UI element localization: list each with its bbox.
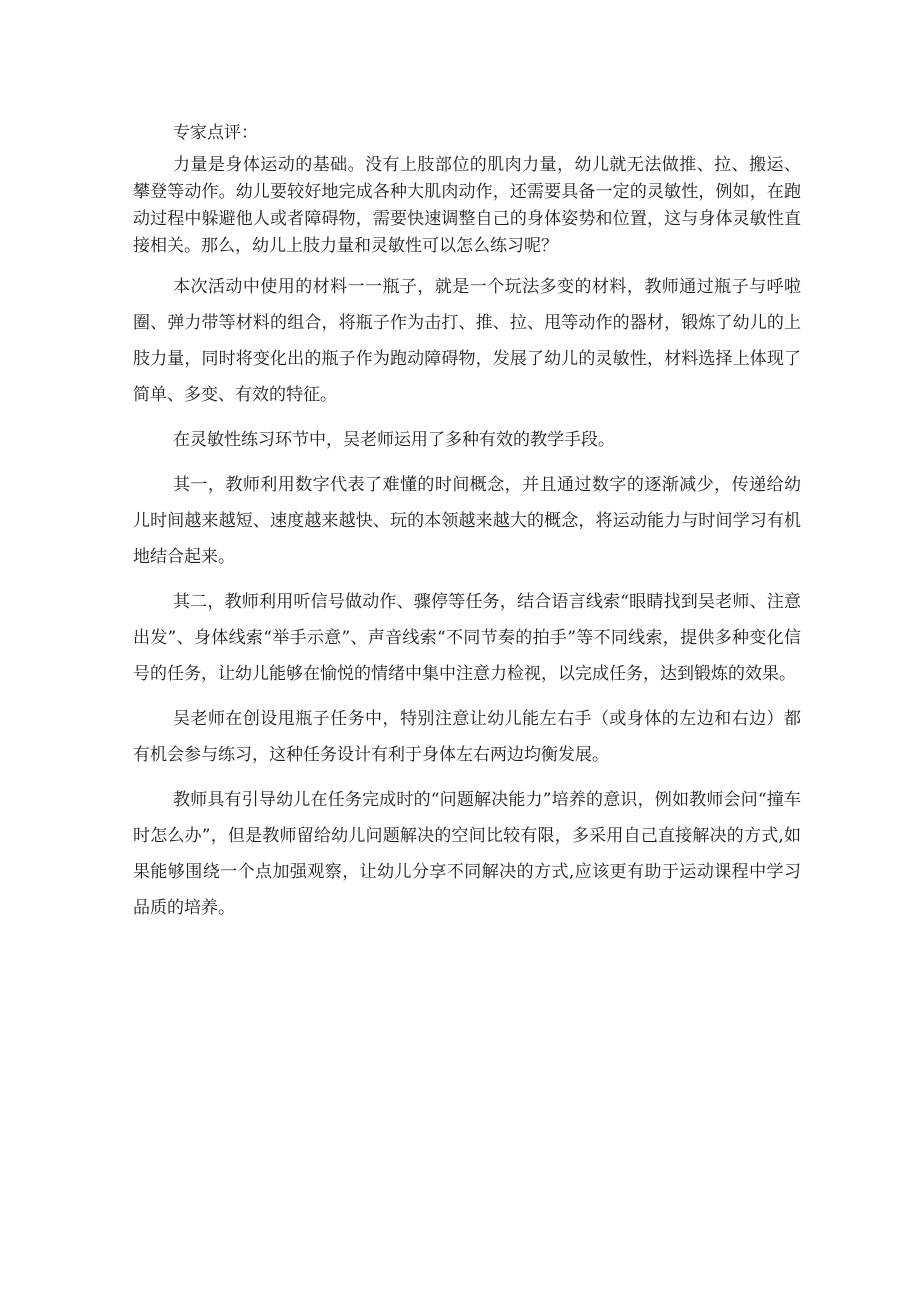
section-heading: 专家点评： <box>173 123 258 143</box>
paragraph-second-point: 其二，教师利用听信号做动作、骤停等任务，结合语言线索“眼睛找到吴老师、注意出发”、身体线索“举手示意”、声音线索“不同节奏的拍手”等不同线索，提供多种变化信号的任务，让幼儿能够在愉悦的情绪中集中注意力检视，以完成任务，达到锻炼的效果。 <box>133 592 801 684</box>
paragraph-first-point: 其一，教师利用数字代表了难懂的时间概念，并且通过数字的逐渐减少，传递给幼儿时间越来越短、速度越来越快、玩的本领越来越大的概念，将运动能力与时间学习有机地结合起来。 <box>133 475 801 567</box>
paragraph-materials: 本次活动中使用的材料一一瓶子，就是一个玩法多变的材料，教师通过瓶子与呼啦圈、弹力带等材料的组合，将瓶子作为击打、推、拉、甩等动作的器材，锻炼了幼儿的上肢力量，同时将变化出的瓶子作为跑动障碍物，发展了幼儿的灵敏性，材料选择上体现了简单、多变、有效的特征。 <box>133 277 801 405</box>
paragraph-problem-solving: 教师具有引导幼儿在任务完成时的“问题解决能力”培养的意识，例如教师会问“撞车时怎么办”，但是教师留给幼儿问题解决的空间比较有限，多采用自己直接解决的方式,如果能够围绕一个点加强观察，让幼儿分享不同解决的方式,应该更有助于运动课程中学习品质的培养。 <box>133 790 801 918</box>
paragraph-bottle-task: 吴老师在创设甩瓶子任务中，特别注意让幼儿能左右手（或身体的左边和右边）都有机会参与练习，这种任务设计有利于身体左右两边均衡发展。 <box>133 709 801 765</box>
document-body <box>133 118 801 935</box>
paragraph-strength: 力量是身体运动的基础。没有上肢部位的肌肉力量，幼儿就无法做推、拉、搬运、攀登等动作。幼儿要较好地完成各种大肌肉动作，还需要具备一定的灵敏性，例如，在跑动过程中躲避他人或者障碍物，需要快速调整自己的身体姿势和位置，这与身体灵敏性直接相关。那么，幼儿上肢力量和灵敏性可以怎么练习呢？ <box>133 155 801 256</box>
paragraph-agility-intro: 在灵敏性练习环节中，吴老师运用了多种有效的教学手段。 <box>173 430 615 450</box>
